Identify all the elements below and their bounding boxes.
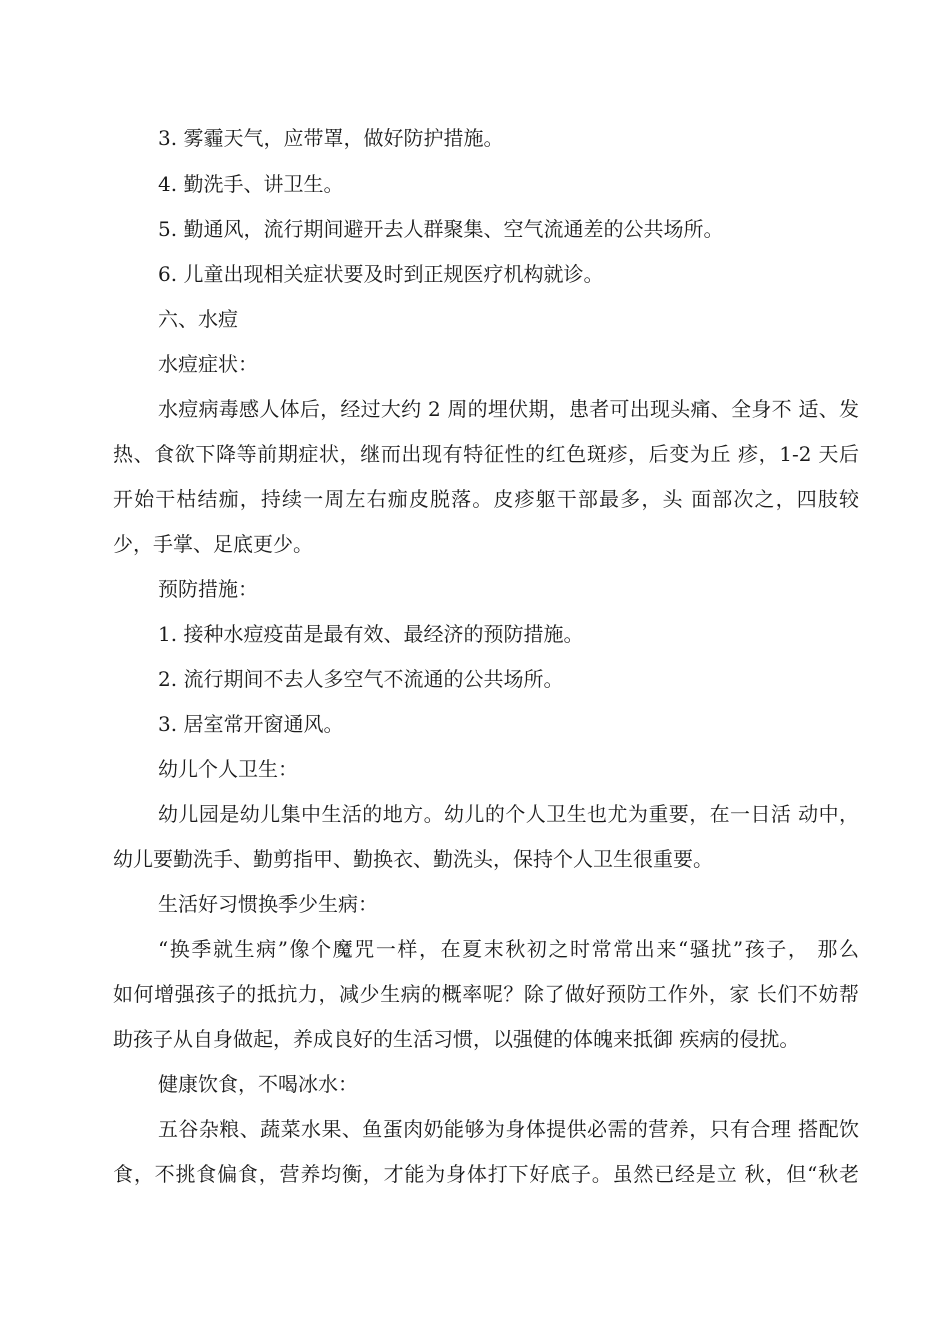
list-item-seek-care: 6. 儿童出现相关症状要及时到正规医疗机构就诊。 bbox=[158, 262, 604, 286]
subheading-diet: 健康饮食，不喝冰水： bbox=[158, 1072, 358, 1096]
list-item-open-windows: 3. 居室常开窗通风。 bbox=[158, 712, 344, 736]
paragraph-line: 水痘病毒感人体后，经过大约 2 周的埋伏期，患者可出现头痛、全身不 适、发 bbox=[158, 397, 859, 421]
subheading-hygiene: 幼儿个人卫生： bbox=[158, 757, 298, 781]
subheading-habits: 生活好习惯换季少生病： bbox=[158, 892, 378, 916]
list-item-vaccine: 1. 接种水痘疫苗是最有效、最经济的预防措施。 bbox=[158, 622, 584, 646]
list-item-avoid-crowds: 2. 流行期间不去人多空气不流通的公共场所。 bbox=[158, 667, 564, 691]
paragraph-line: 热、食欲下降等前期症状，继而出现有特征性的红色斑疹，后变为丘 疹，1-2 天后 bbox=[113, 442, 859, 466]
paragraph-line: 如何增强孩子的抵抗力，减少生病的概率呢？除了做好预防工作外，家 长们不妨帮 bbox=[113, 982, 859, 1006]
paragraph-line: 幼儿要勤洗手、勤剪指甲、勤换衣、勤洗头，保持个人卫生很重要。 bbox=[113, 847, 713, 871]
paragraph-line: 助孩子从自身做起，养成良好的生活习惯，以强健的体魄来抵御 疾病的侵扰。 bbox=[113, 1027, 800, 1051]
list-item-haze: 3. 雾霾天气，应带罩，做好防护措施。 bbox=[158, 126, 504, 150]
subheading-symptoms: 水痘症状： bbox=[158, 352, 258, 376]
paragraph-line: 幼儿园是幼儿集中生活的地方。幼儿的个人卫生也尤为重要，在一日活 动中， bbox=[158, 802, 859, 826]
list-item-wash-hands: 4. 勤洗手、讲卫生。 bbox=[158, 172, 344, 196]
paragraph-line: “换季就生病”像个魔咒一样，在夏末秋初之时常常出来“骚扰”孩子， 那么 bbox=[158, 937, 859, 961]
paragraph-line: 开始干枯结痂，持续一周左右痂皮脱落。皮疹躯干部最多，头 面部次之，四肢较 bbox=[113, 487, 859, 511]
section-heading-chickenpox: 六、水痘 bbox=[158, 307, 238, 331]
paragraph-line: 食，不挑食偏食，营养均衡，才能为身体打下好底子。虽然已经是立 秋，但“秋老 bbox=[113, 1162, 859, 1186]
subheading-prevention: 预防措施： bbox=[158, 577, 258, 601]
list-item-ventilation: 5. 勤通风，流行期间避开去人群聚集、空气流通差的公共场所。 bbox=[158, 217, 724, 241]
paragraph-line: 少，手掌、足底更少。 bbox=[113, 532, 313, 556]
paragraph-line: 五谷杂粮、蔬菜水果、鱼蛋肉奶能够为身体提供必需的营养，只有合理 搭配饮 bbox=[158, 1117, 859, 1141]
